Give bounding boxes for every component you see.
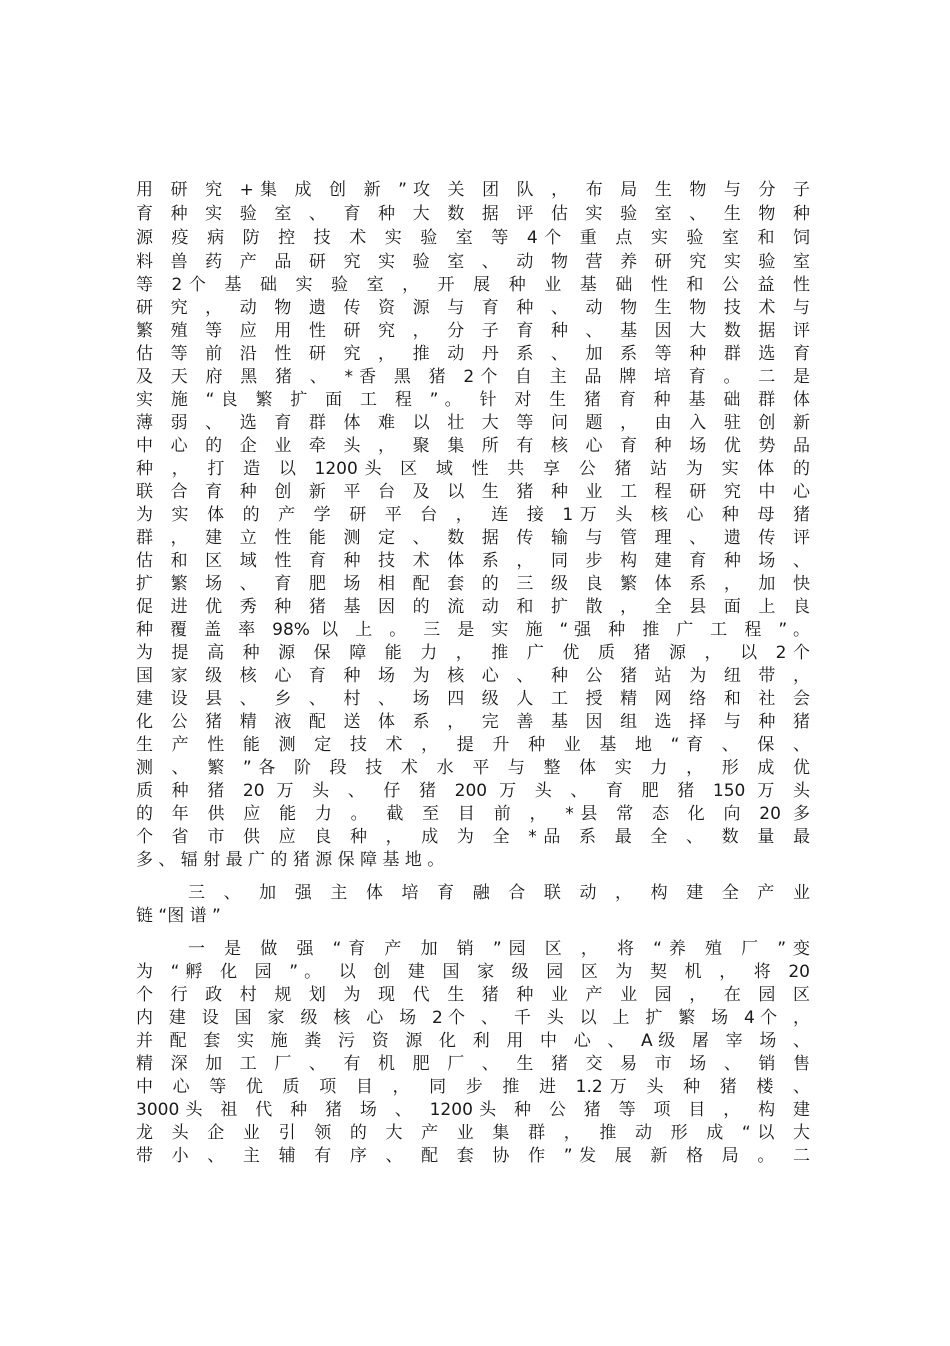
text-line: 建 设 县 、 乡 、 村 、 场 四 级 人 工 授 精 网 络 和 社 会 — [136, 689, 810, 709]
text-line: 用 研 究 +集 成 创 新 ”攻 关 团 队 ， 布 局 生 物 与 分 子 — [136, 180, 810, 200]
text-line: 扩 繁 场 、 育 肥 场 相 配 套 的 三 级 良 繁 体 系 ， 加 快 — [136, 574, 810, 594]
text-line: 中 心 的 企 业 牵 头 ， 聚 集 所 有 核 心 育 种 场 优 势 品 — [136, 436, 810, 456]
text-line: 及 天 府 黑 猪 、 *香 黑 猪 2个 自 主 品 牌 培 育 。 二 是 — [136, 367, 810, 387]
text-line: 个 行 政 村 规 划 为 现 代 生 猪 种 业 产 业 园 ， 在 园 区 — [136, 985, 810, 1005]
text-line: 联 合 育 种 创 新 平 台 及 以 生 猪 种 业 工 程 研 究 中 心 — [136, 482, 810, 502]
text-line: 一 是 做 强 “育 产 加 销 ”园 区 ， 将 “养 殖 厂 ”变 — [188, 939, 810, 959]
text-line: 内 建 设 国 家 级 核 心 场 2个 、 千 头 以 上 扩 繁 场 4个 ， — [136, 1008, 810, 1028]
text-line: 为 提 高 种 源 保 障 能 力 ， 推 广 优 质 猪 源 ， 以 2个 — [136, 643, 810, 663]
text-line: 为 “孵 化 园 ”。 以 创 建 国 家 级 园 区 为 契 机 ， 将 20 — [136, 962, 810, 982]
text-line: 实 施 “良 繁 扩 面 工 程 ”。 针 对 生 猪 育 种 基 础 群 体 — [136, 390, 810, 410]
text-line: 促 进 优 秀 种 猪 基 因 的 流 动 和 扩 散 ， 全 县 面 上 良 — [136, 597, 810, 617]
text-line: 繁 殖 等 应 用 性 研 究 ， 分 子 育 种 、 基 因 大 数 据 评 — [136, 321, 810, 341]
text-line: 龙 头 企 业 引 领 的 大 产 业 集 群 ， 推 动 形 成 “以 大 — [136, 1123, 810, 1143]
text-line: 生 产 性 能 测 定 技 术 ， 提 升 种 业 基 地 “育 、 保 、 — [136, 735, 810, 755]
text-line: 研 究 ， 动 物 遗 传 资 源 与 育 种 、 动 物 生 物 技 术 与 — [136, 298, 810, 318]
text-line: 育 种 实 验 室 、 育 种 大 数 据 评 估 实 验 室 、 生 物 种 — [136, 204, 810, 224]
text-line: 测 、 繁 ”各 阶 段 技 术 水 平 与 整 体 实 力 ， 形 成 优 — [136, 758, 810, 778]
text-line: 料 兽 药 产 品 研 究 实 验 室 、 动 物 营 养 研 究 实 验 室 — [136, 252, 810, 272]
text-line: 源 疫 病 防 控 技 术 实 验 室 等 4个 重 点 实 验 室 和 饲 — [136, 228, 810, 248]
text-line: 国 家 级 核 心 育 种 场 为 核 心 、 种 公 猪 站 为 纽 带 ， — [136, 666, 810, 686]
text-line: 薄 弱 、 选 育 群 体 难 以 壮 大 等 问 题 ， 由 入 驻 创 新 — [136, 413, 810, 433]
text-line: 中 心 等 优 质 项 目 ， 同 步 推 进 1.2万 头 种 猪 楼 、 — [136, 1077, 810, 1097]
section-heading: 三 、 加 强 主 体 培 育 融 合 联 动 ， 构 建 全 产 业 — [188, 883, 810, 903]
text-line: 精 深 加 工 厂 、 有 机 肥 厂 、 生 猪 交 易 市 场 、 销 售 — [136, 1054, 810, 1074]
text-line: 估 和 区 域 性 育 种 技 术 体 系 ， 同 步 构 建 育 种 场 、 — [136, 551, 810, 571]
text-line: 个 省 市 供 应 良 种 ， 成 为 全 *品 系 最 全 、 数 量 最 — [136, 827, 810, 847]
text-line: 质 种 猪 20 万 头 、 仔 猪 200 万 头 、 育 肥 猪 150 万 头 — [136, 781, 810, 801]
text-line: 等 2个 基 础 实 验 室 ， 开 展 种 业 基 础 性 和 公 益 性 — [136, 275, 810, 295]
section-heading: 链 “图 谱 ” — [136, 906, 221, 926]
text-line: 3000头 祖 代 种 猪 场 、 1200头 种 公 猪 等 项 目 ， 构 建 — [136, 1100, 810, 1120]
text-line: 带 小 、 主 辅 有 序 、 配 套 协 作 ”发 展 新 格 局 。 二 — [136, 1146, 810, 1166]
text-line: 种 ， 打 造 以 1200头 区 域 性 共 享 公 猪 站 为 实 体 的 — [136, 459, 810, 479]
text-line: 种 覆 盖 率 98% 以 上 。 三 是 实 施 “强 种 推 广 工 程 ”。 — [136, 620, 810, 640]
text-line: 多 、 辐 射 最 广 的 猪 源 保 障 基 地 。 — [136, 850, 445, 870]
text-line: 并 配 套 实 施 粪 污 资 源 化 利 用 中 心 、 A级 屠 宰 场 、 — [136, 1031, 810, 1051]
text-line: 化 公 猪 精 液 配 送 体 系 ， 完 善 基 因 组 选 择 与 种 猪 — [136, 712, 810, 732]
text-line: 的 年 供 应 能 力 。 截 至 目 前 ， *县 常 态 化 向 20 多 — [136, 804, 810, 824]
text-line: 估 等 前 沿 性 研 究 ， 推 动 丹 系 、 加 系 等 种 群 选 育 — [136, 344, 810, 364]
text-line: 群 ， 建 立 性 能 测 定 、 数 据 传 输 与 管 理 、 遗 传 评 — [136, 528, 810, 548]
text-line: 为 实 体 的 产 学 研 平 台 ， 连 接 1万 头 核 心 种 母 猪 — [136, 505, 810, 525]
